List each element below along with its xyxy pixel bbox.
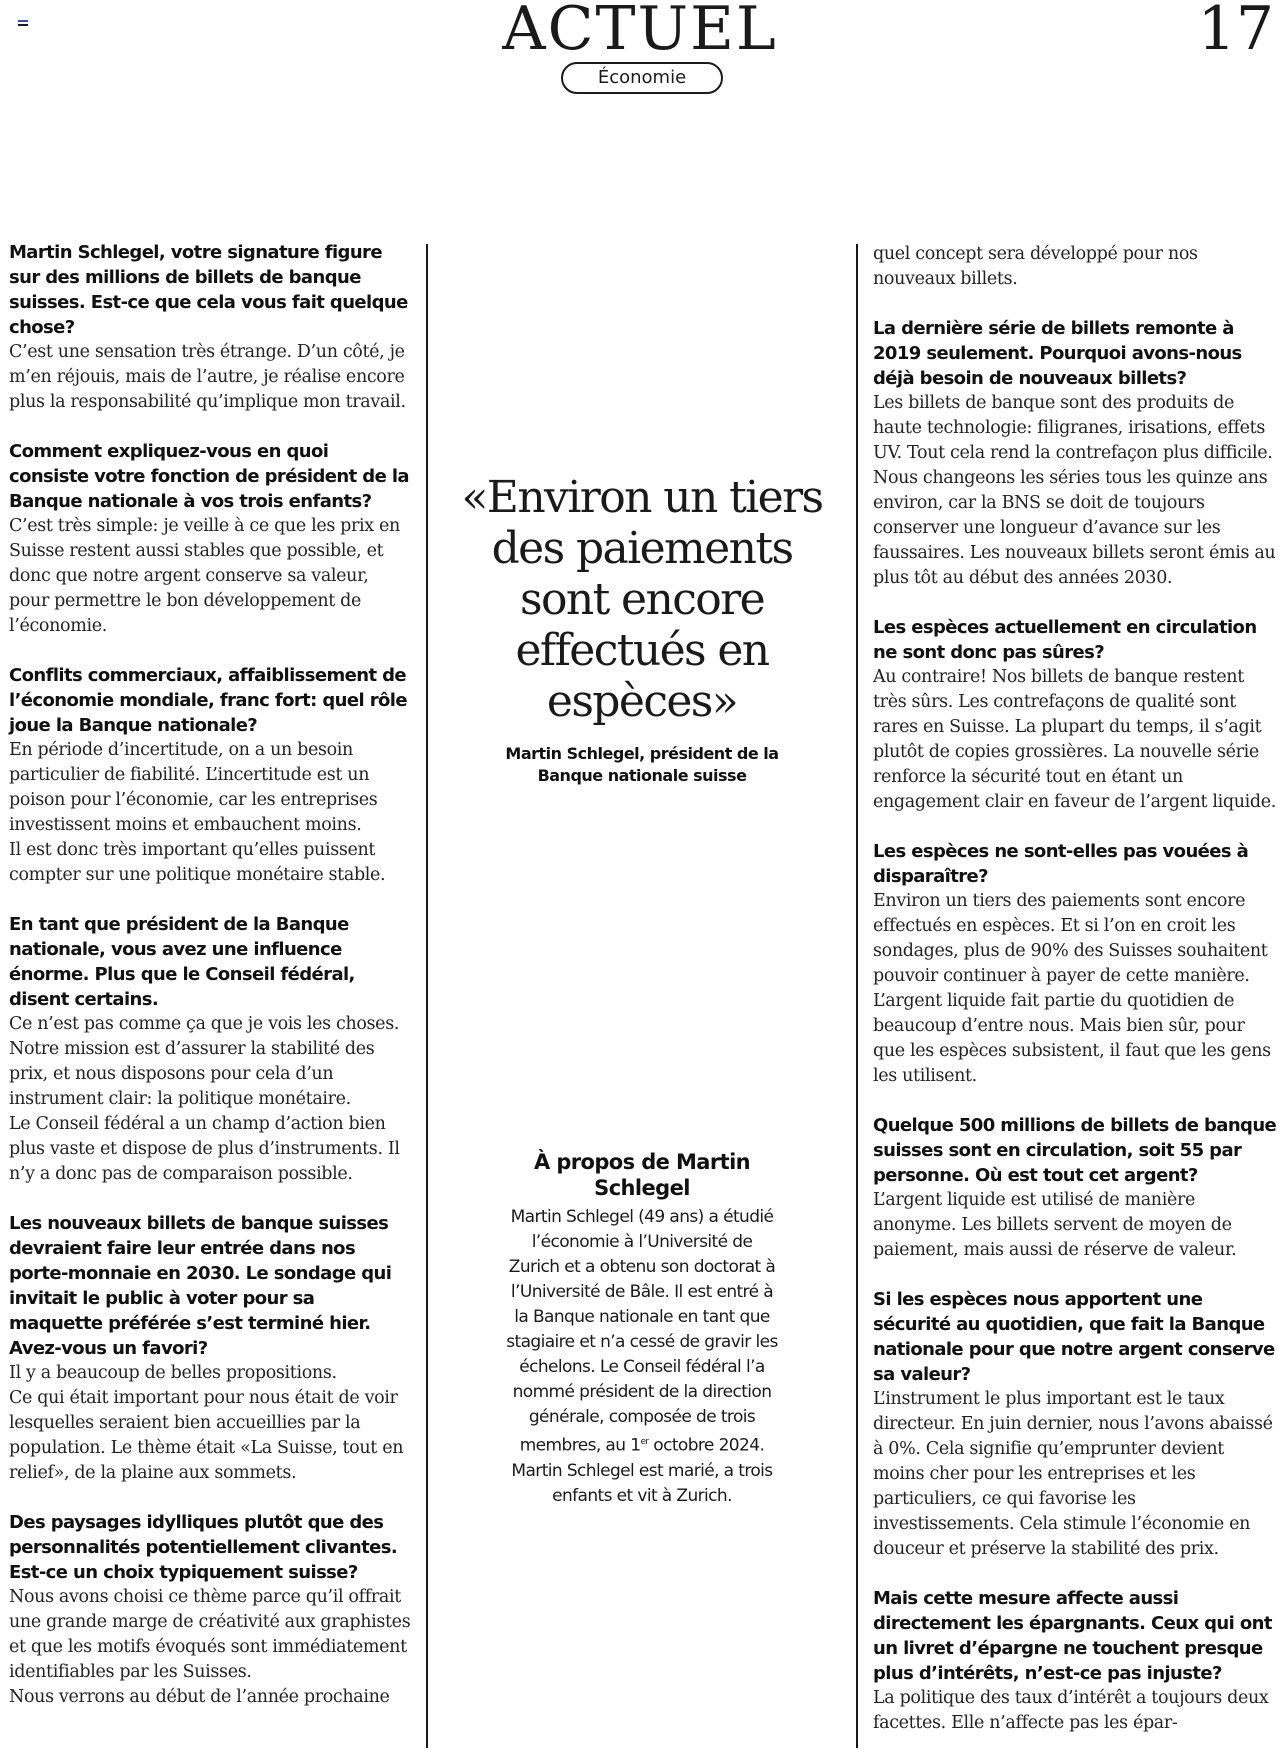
category-tag[interactable]: Économie (561, 62, 723, 94)
qa-block (9, 1211, 413, 1486)
interview-answer: Ce qui était important pour nous était de voir lesquelles seraient bien accueillies par la population. Le thème était «La Suisse, tout en relief», de la plaine aux sommets. (9, 1388, 404, 1483)
pull-quote: «Environ un tiers des paiements sont encore effectués en espèces» (461, 472, 823, 727)
interview-question: Conflits commerciaux, affaiblissement de l’économie mondiale, franc fort: quel rôle joue la Banque nationale? (9, 665, 407, 736)
interview-answer: Il y a beaucoup de belles propositions. (9, 1363, 337, 1383)
interview-question: En tant que président de la Banque nationale, vous avez une influence énorme. Plus que le Conseil fédéral, disent certains. (9, 914, 355, 1010)
interview-question: Si les espèces nous apportent une sécurité au quotidien, que fait la Banque nationale pour que notre argent conserve sa valeur? (873, 1289, 1275, 1385)
interview-question: Martin Schlegel, votre signature figure sur des millions de billets de banque suisses. Est-ce que cela vous fait quelque chose? (9, 242, 408, 338)
interview-question: Les espèces actuellement en circulation ne sont donc pas sûres? (873, 617, 1257, 663)
qa-block (873, 1287, 1277, 1562)
qa-block (873, 1113, 1277, 1263)
interview-answer: C’est très simple: je veille à ce que les prix en Suisse restent aussi stables que possible, et donc que notre argent conserve sa valeur, pour permettre le bon développement de l’économie. (9, 516, 400, 636)
qa-block (873, 615, 1277, 815)
quote-attribution: Martin Schlegel, président de la Banque nationale suisse (505, 744, 779, 785)
bio-title: À propos de Martin Schlegel (533, 1150, 751, 1200)
interview-question: Les espèces ne sont-elles pas vouées à disparaître? (873, 841, 1249, 887)
interview-answer: Nous avons choisi ce thème parce qu’il offrait une grande marge de créativité aux graphistes et que les motifs évoqués sont immédiatement identifiables par les Suisses. (9, 1587, 411, 1682)
qa-block (873, 1586, 1277, 1736)
interview-answer: L’instrument le plus important est le taux directeur. En juin dernier, nous l’avons abaissé à 0%. Cela signifie qu’emprunter devient moins cher pour les entreprises et les particuliers, ce qui favorise les investissements. Cela stimule l’économie en douceur et préserve la stabilité des prix. (873, 1389, 1273, 1559)
left-column (9, 240, 413, 1734)
qa-block (873, 839, 1277, 1089)
interview-answer: Ce n’est pas comme ça que je vois les choses. Notre mission est d’assurer la stabilité des prix, et nous disposons pour cela d’un instrument clair: la politique monétaire. (9, 1014, 400, 1109)
bio-text (506, 1205, 778, 1509)
bio-text-part: Martin Schlegel (49 ans) a étudié l’économie à l’Université de Zurich et a obtenu son doctorat à l’Université de Bâle. Il est entré à la Banque nationale en tant que stagiaire et n’a cessé de gravir les échelons. Le Conseil fédéral l’a nommé président de la direction générale, composée de trois membres, au 1 (506, 1207, 778, 1456)
interview-question: Quelque 500 millions de billets de banque suisses sont en circulation, soit 55 par personne. Où est tout cet argent? (873, 1115, 1277, 1186)
interview-answer: Les billets de banque sont des produits de haute technologie: filigranes, irisations, effets UV. Tout cela rend la contrefaçon plus difficile. Nous changeons les séries tous les quinze ans environ, car la BNS se doit de toujours conserver une longueur d’avance sur les faussaires. Les nouveaux billets seront émis au plus tôt au début des années 2030. (873, 393, 1276, 588)
interview-question: La dernière série de billets remonte à 2019 seulement. Pourquoi avons-nous déjà besoin de nouveaux billets? (873, 318, 1242, 389)
interview-answer: La politique des taux d’intérêt a toujours deux facettes. Elle n’affecte pas les épar- (873, 1688, 1269, 1733)
qa-block (873, 242, 1277, 292)
section-title: ACTUEL (502, 0, 778, 64)
interview-answer: Au contraire! Nos billets de banque restent très sûrs. Les contrefaçons de qualité sont rares en Suisse. La plupart du temps, il s’agit plutôt de copies grossières. La nouvelle série renforce la sécurité tout en étant un engagement clair en faveur de l’argent liquide. (873, 667, 1276, 812)
qa-block (873, 316, 1277, 591)
bio-box (506, 1149, 778, 1509)
right-column (873, 242, 1277, 1760)
qa-block (9, 1510, 413, 1710)
qa-block (9, 439, 413, 639)
interview-question: Comment expliquez-vous en quoi consiste votre fonction de président de la Banque nationale à vos trois enfants? (9, 441, 409, 512)
interview-answer: Le Conseil fédéral a un champ d’action bien plus vaste et dispose de plus d’instruments. Il n’y a donc pas de comparaison possible. (9, 1114, 400, 1184)
interview-answer: quel concept sera développé pour nos nouveaux billets. (873, 244, 1198, 289)
interview-answer: En période d’incertitude, on a un besoin particulier de fiabilité. L’incertitude est un poison pour l’économie, car les entreprises investissent moins et embauchent moins. (9, 740, 378, 835)
qa-block (9, 912, 413, 1187)
interview-question: Les nouveaux billets de banque suisses devraient faire leur entrée dans nos porte-monnaie en 2030. Le sondage qui invitait le public à voter pour sa maquette préférée s’est terminé hier. Avez-vous un favori? (9, 1213, 392, 1359)
column-divider (426, 244, 428, 1748)
qa-block (9, 663, 413, 888)
interview-answer: Environ un tiers des paiements sont encore effectués en espèces. Et si l’on en croit les sondages, plus de 90% des Suisses souhaitent pouvoir continuer à payer de cette manière. L’argent liquide fait partie du quotidien de beaucoup d’entre nous. Mais bien sûr, pour que les espèces subsistent, il faut que les gens les utilisent. (873, 891, 1271, 1086)
interview-answer: C’est une sensation très étrange. D’un côté, je m’en réjouis, mais de l’autre, je réalise encore plus la responsabilité qu’implique mon travail. (9, 342, 406, 412)
column-divider (856, 244, 858, 1748)
interview-question: Mais cette mesure affecte aussi directement les épargnants. Ceux qui ont un livret d’épargne ne touchent presque plus d’intérêts, n’est-ce pas injuste? (873, 1588, 1272, 1684)
interview-question: Des paysages idylliques plutôt que des personnalités potentiellement clivantes. Est-ce un choix typiquement suisse? (9, 1512, 398, 1583)
interview-answer: Nous verrons au début de l’année prochaine (9, 1687, 390, 1707)
qa-block (9, 240, 413, 415)
bio-text-superscript: er (640, 1437, 649, 1447)
interview-answer: L’argent liquide est utilisé de manière anonyme. Les billets servent de moyen de paiement, mais aussi de réserve de valeur. (873, 1190, 1237, 1260)
page-number: 17 (1197, 0, 1274, 64)
bio-text-part: octobre 2024. Martin Schlegel est marié, a trois enfants et vit à Zurich. (511, 1435, 773, 1506)
interview-answer: Il est donc très important qu’elles puissent compter sur une politique monétaire stable. (9, 840, 386, 885)
